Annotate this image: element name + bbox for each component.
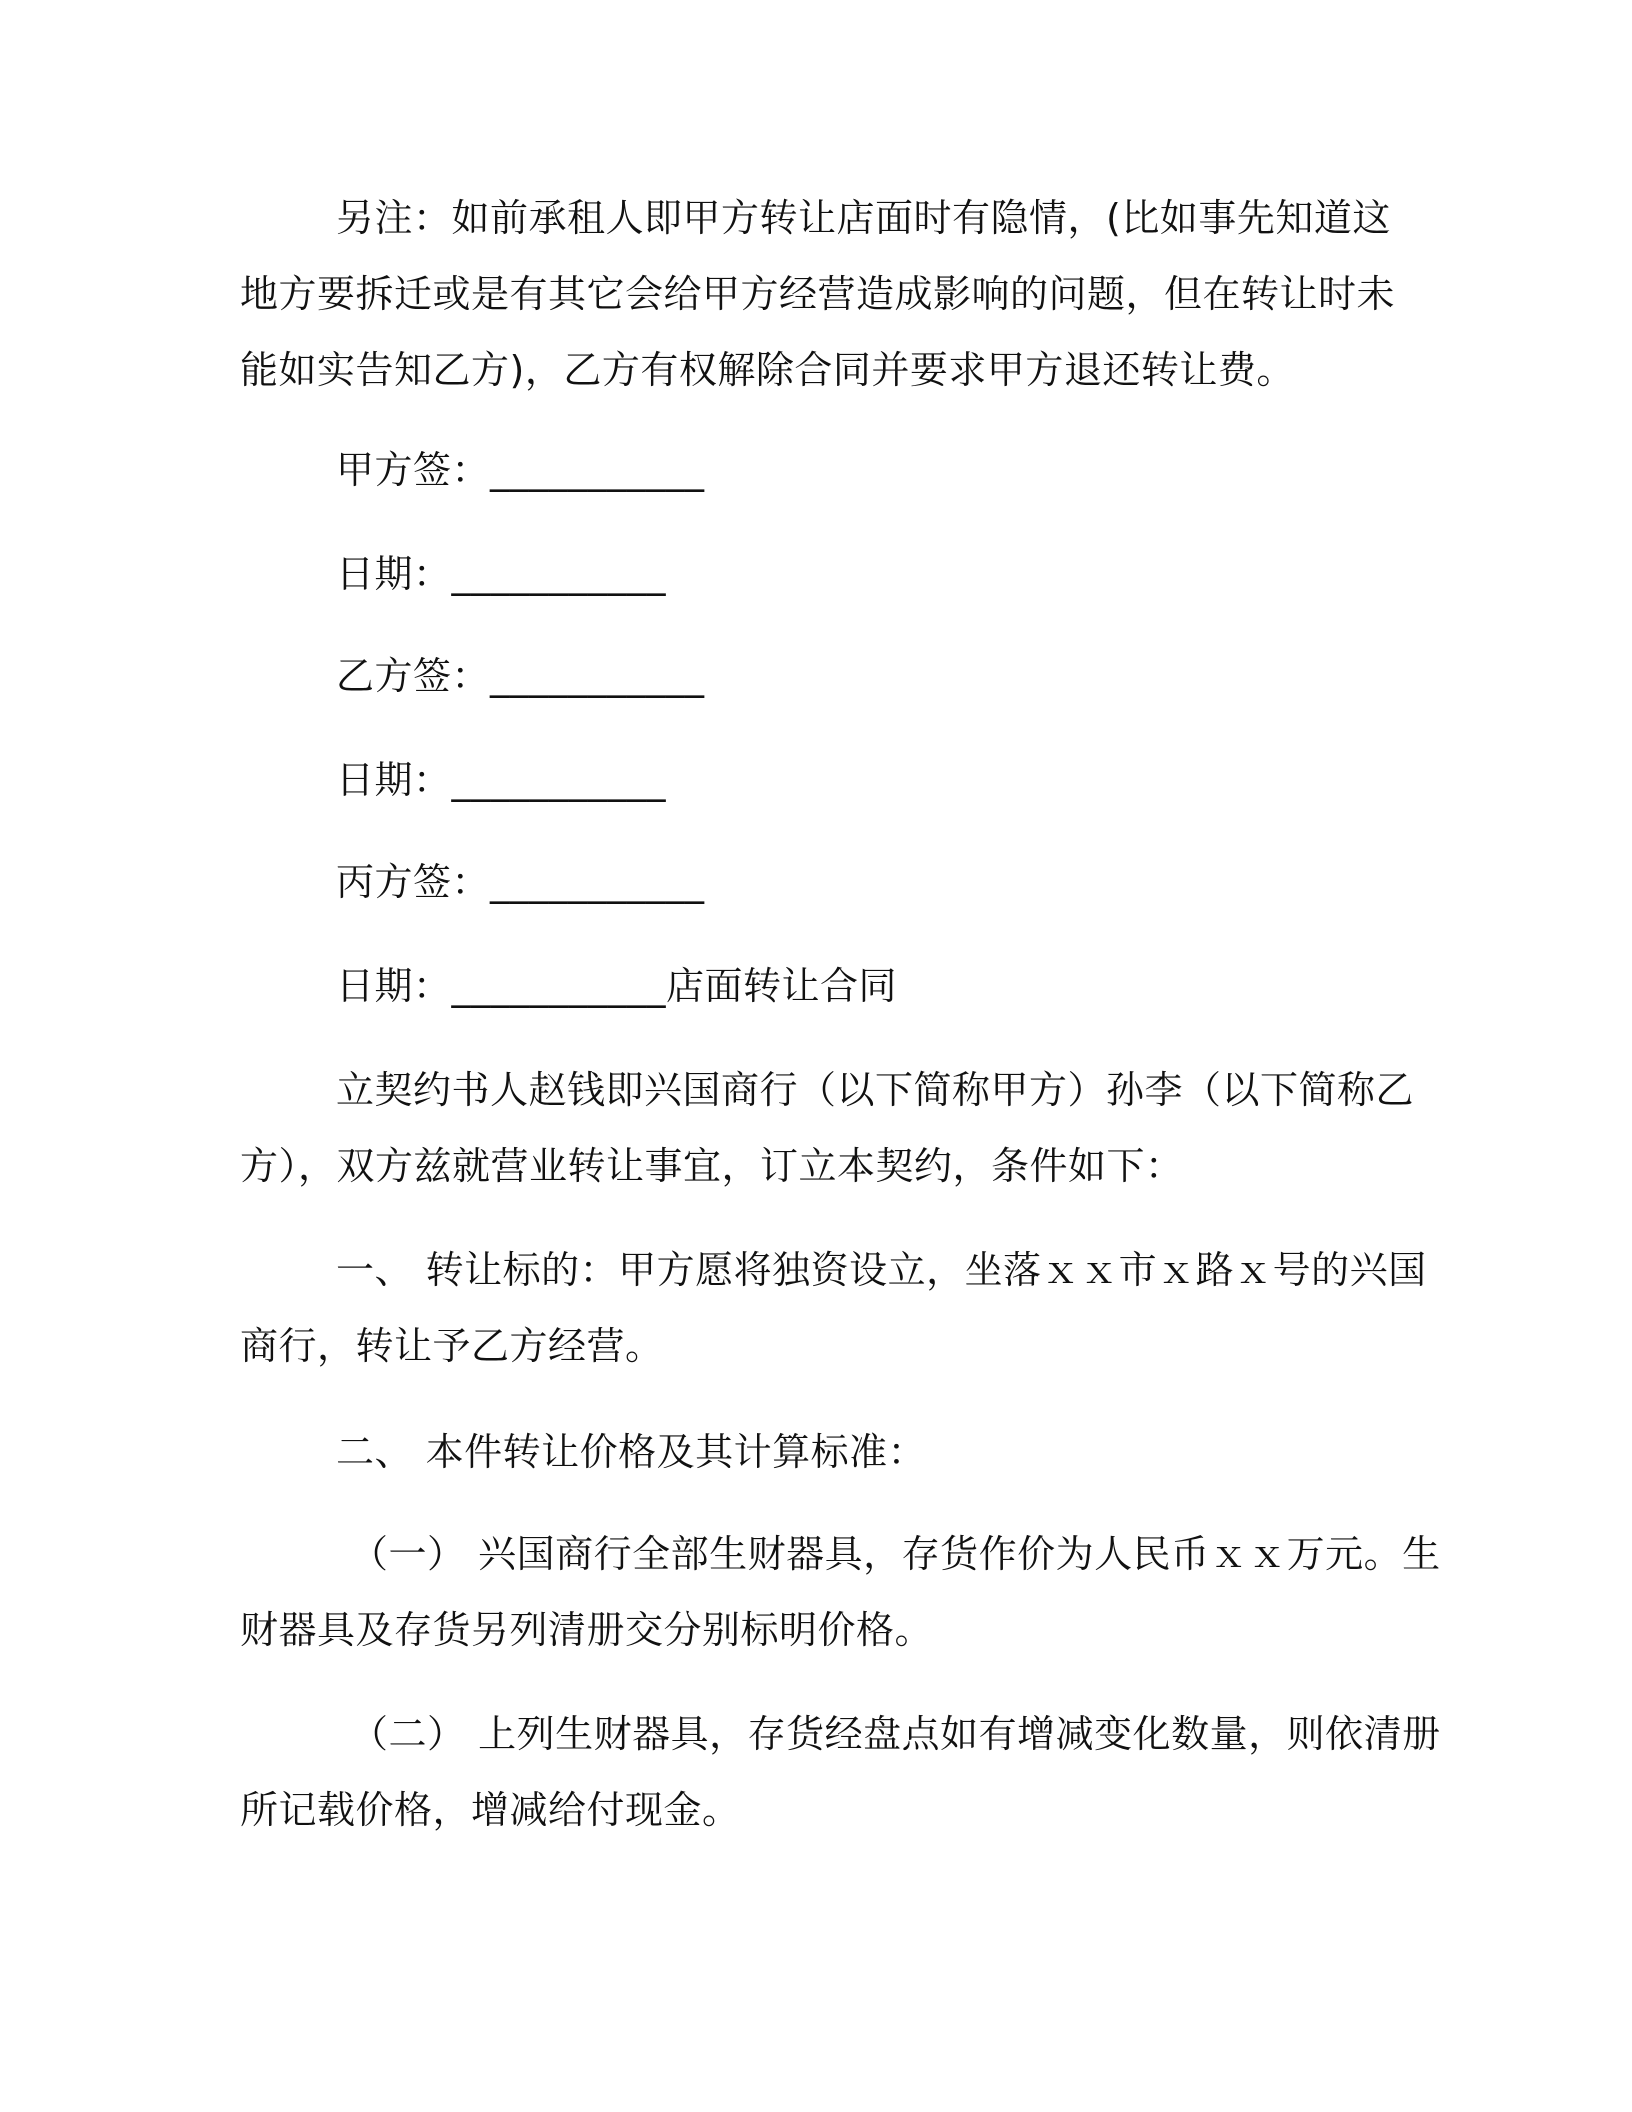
preamble-line-1: 立契约书人赵钱即兴国商行（以下简称甲方）孙李（以下简称乙: [336, 1068, 1415, 1112]
party-a-signature: 甲方签：___________: [336, 448, 705, 492]
party-a-date: 日期：___________: [336, 552, 667, 596]
preamble-line-2: 方），双方兹就营业转让事宜，订立本契约，条件如下：: [240, 1144, 1184, 1188]
note-line-2: 地方要拆迁或是有其它会给甲方经营造成影响的问题，但在转让时未: [240, 272, 1396, 316]
party-b-date: 日期：___________: [336, 758, 667, 802]
clause-2-title: 二、 本件转让价格及其计算标准：: [336, 1430, 927, 1474]
note-line-3: 能如实告知乙方)，乙方有权解除合同并要求甲方退还转让费。: [240, 348, 1295, 392]
party-c-signature: 丙方签：___________: [336, 860, 705, 904]
clause-2-sub-1-line-1: （一） 兴国商行全部生财器具，存货作价为人民币ｘｘ万元。生: [350, 1532, 1441, 1576]
note-line-1: 另注：如前承租人即甲方转让店面时有隐情，(比如事先知道这: [336, 196, 1391, 240]
clause-2-sub-1-line-2: 财器具及存货另列清册交分别标明价格。: [240, 1608, 934, 1652]
clause-2-sub-2-line-2: 所记载价格，增减给付现金。: [240, 1788, 741, 1832]
clause-2-sub-2-line-1: （二） 上列生财器具，存货经盘点如有增减变化数量，则依清册: [350, 1712, 1441, 1756]
party-c-date-and-title: 日期：___________店面转让合同: [336, 964, 898, 1008]
clause-1-line-1: 一、 转让标的：甲方愿将独资设立，坐落ｘｘ市ｘ路ｘ号的兴国: [336, 1248, 1427, 1292]
party-b-signature: 乙方签：___________: [336, 654, 705, 698]
clause-1-line-2: 商行，转让予乙方经营。: [240, 1324, 664, 1368]
